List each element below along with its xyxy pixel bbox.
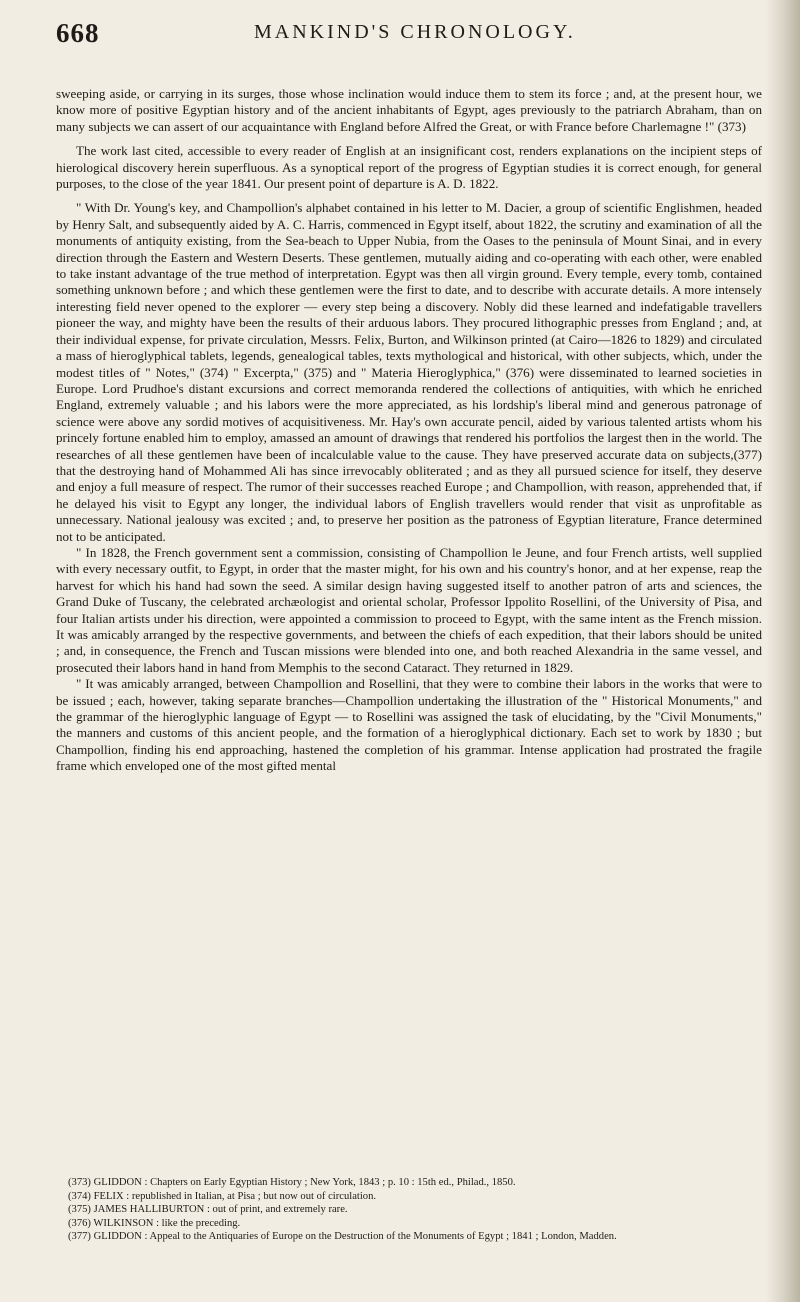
footnotes [56,1176,762,1244]
footnote: (377) GLIDDON : Appeal to the Antiquaries of Europe on the Destruction of the Monuments of Egypt ; 1841 ; London, Madden. [68,1231,617,1243]
footnote: (374) FELIX : republished in Italian, at Pisa ; but now out of circulation. [68,1190,377,1202]
page-number: 668 [56,18,100,48]
footnote: (376) WILKINSON : like the preceding. [68,1217,241,1229]
footnote: (373) GLIDDON : Chapters on Early Egyptian History ; New York, 1843 ; p. 10 : 15th ed., Philad., 1850. [68,1177,516,1188]
paragraph: sweeping aside, or carrying in its surges, those whose inclination would induce them to stem its force ; and, at the present hour, we know more of positive Egyptian history and of the ancient inhabitants of Egypt, ages previously to the patriarch Abraham, than on many subjects we can assert of our acquaintance with England before Alfred the Great, or with France before Charlemagne !" (373) [56,86,762,134]
footnote: (375) JAMES HALLIBURTON : out of print, and extremely rare. [68,1204,348,1216]
paragraph: " In 1828, the French government sent a commission, consisting of Champollion le Jeune, and four French artists, well supplied with every necessary outfit, to Egypt, in order that the master might, for his own and his country's honor, and at her expense, reap the harvest for which his hand had sown the seed. A similar design having suggested itself to another patron of arts and sciences, the Grand Duke of Tuscany, the celebrated archæologist and oriental scholar, Professor Ippolito Rosellini, of the University of Pisa, and four Italian artists under his direction, were appointed a commission to proceed to Egypt, with the same intent as the French mission. It was amicably arranged by the respective governments, and between the chiefs of each expedition, that their labors should be united ; and, in consequence, the French and Tuscan missions were blended into one, and both reached Alexandria in the same vessel, and prosecuted their labors hand in hand from Memphis to the second Cataract. They returned in 1829. [56,544,762,675]
page-header [56,18,776,58]
body-text [56,86,762,775]
paragraph: The work last cited, accessible to every reader of English at an insignificant cost, renders explanations on the incipient steps of hierological discovery herein superfluous. As a synoptical report of the progress of Egyptian studies it is correct enough, for general purposes, to the close of the year 1841. Our present point of departure is A. D. 1822. [56,143,762,192]
paragraph: " It was amicably arranged, between Champollion and Rosellini, that they were to combine their labors in the works that were to be issued ; each, however, taking separate branches—Champollion undertaking the illustration of the " Historical Monuments," and the grammar of the hieroglyphic language of Egypt — to Rosellini was assigned the task of elucidating, by the "Civil Monuments," the manners and customs of this ancient people, and the formation of a hieroglyphical dictionary. Each set to work by 1830 ; but Champollion, finding his end approaching, hastened the completion of his grammar. Intense application had prostrated the fragile frame which enveloped one of the most gifted mental [56,676,762,774]
running-head: MANKIND'S CHRONOLOGY. [254,21,576,43]
paragraph: " With Dr. Young's key, and Champollion's alphabet contained in his letter to M. Dacier, a group of scientific Englishmen, headed by Henry Salt, and subsequently aided by A. C. Harris, commenced in Egypt itself, about 1822, the scrutiny and examination of all the monuments of antiquity existing, from the Sea-beach to Upper Nubia, from the Oases to the peninsula of Mount Sinai, and in every direction through the Eastern and Western Deserts. These gentlemen, mutually aiding and co-operating with each other, were enabled to take instant advantage of the true method of interpretation. Egypt was then all virgin ground. Every temple, every tomb, contained something unknown before ; and which these gentlemen were the first to date, and to describe with accurate details. A more intensely interesting field never opened to the explorer — every step being a discovery. Nobly did these learned and indefatigable travellers pioneer the way, and mighty have been the results of their arduous labors. They procured lithographic presses from England ; and, at their individual expense, for private circulation, Messrs. Felix, Burton, and Wilkinson printed (at Cairo—1826 to 1829) and circulated a mass of hieroglyphical tablets, legends, genealogical tables, texts mythological and historical, with other subjects, which, under the modest titles of " Notes," (374) " Excerpta," (375) and " Materia Hieroglyphica," (376) were disseminated to learned societies in Europe. Lord Prudhoe's distant excursions and correct memoranda rendered the collections of antiquities, with which he enriched England, extremely valuable ; and his labors were the more appreciated, as his lordship's liberal mind and generous patronage of science were above any sordid motives of acquisitiveness. Mr. Hay's own accurate pencil, aided by various talented artists whom his princely fortune enabled him to employ, amassed an amount of drawings that rendered his portfolios the largest then in the world. The researches of all these gentlemen have been of incalculable value to the cause. They have preserved accurate data on subjects,(377) that the destroying hand of Mohammed Ali has since irrevocably obliterated ; and as they all pursued science for itself, they deserve and enjoy a full measure of respect. The rumor of their successes reached Europe ; and Champollion, with reason, apprehended that, if he delayed his visit to Egypt any longer, the individual labors of English travellers would render that visit as unprofitable as unnecessary. National jealousy was excited ; and, to preserve her position as the patroness of Egyptian literature, France determined not to be anticipated. [56,200,762,544]
page-edge-shadow [766,0,800,1302]
